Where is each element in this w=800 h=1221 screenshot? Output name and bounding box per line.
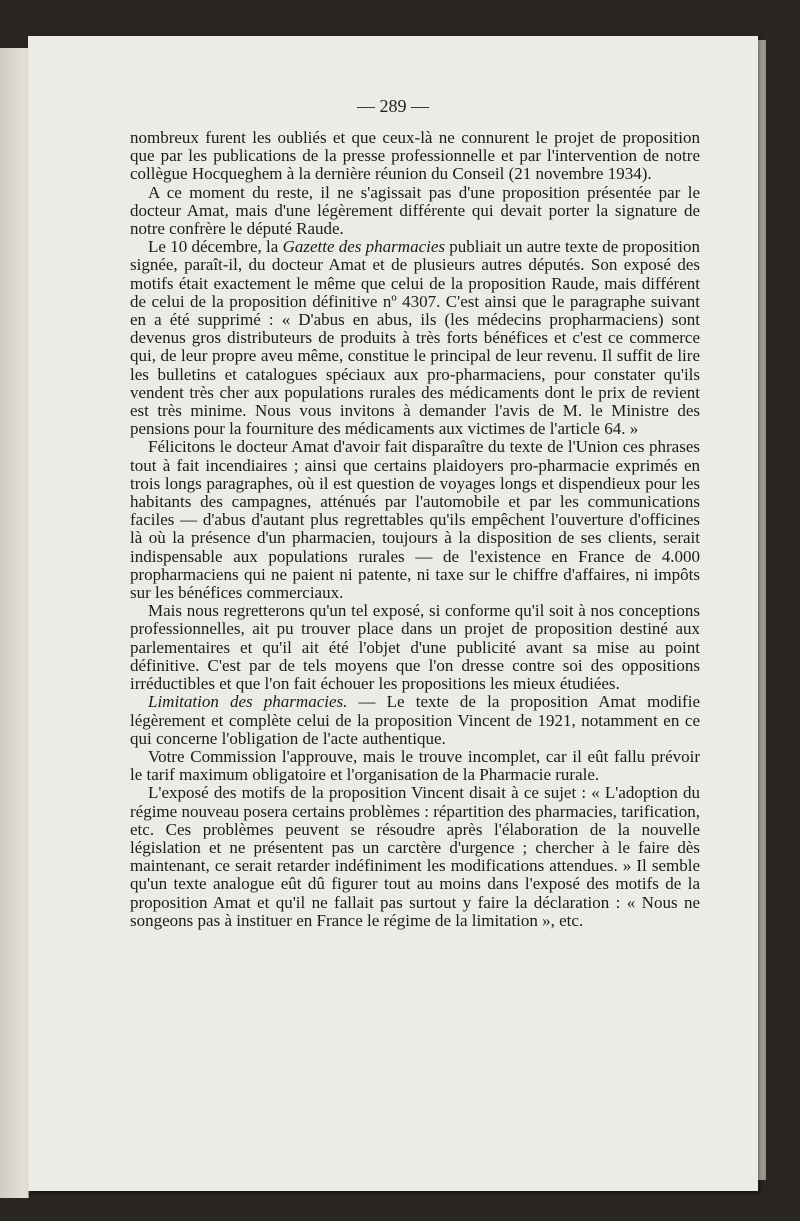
paragraph-text: — Le texte de la proposition Amat modifie légèrement et complète celui de la proposition Vincent de 1921, notamment en ce qui concerne l'obligation de l'acte authentique. <box>130 692 700 748</box>
paragraph: Votre Commission l'approuve, mais le trouve incomplet, car il eût fallu prévoir le tarif maximum obligatoire et l'organisation de la Pharmacie rurale. <box>130 746 700 785</box>
paragraph <box>130 238 700 438</box>
paragraph: nombreux furent les oubliés et que ceux-là ne connurent le projet de proposition que par les publications de la presse professionnelle et par l'intervention de notre collègue Hocqueghem à la dernière réunion du Conseil (21 novembre 1934). <box>130 128 700 184</box>
body-text <box>130 129 700 930</box>
page-number: — 289 — <box>357 96 429 116</box>
paragraph-text: publiait un autre texte de proposition signée, paraît-il, du docteur Amat et de plusieurs autres députés. Son exposé des motifs était exactement le même que celui de la proposition Raude, mais différent de celui de la proposition définitive nº 4307. C'est ainsi que le paragraphe suivant en a été supprimé : « D'abus en abus, ils (les médecins propharmaciens) sont devenus gros distributeurs de produits à très forts bénéfices et c'est ce commerce qui, de leur propre aveu même, constitue le principal de leur revenu. Il suffit de lire les bulletins et catalogues spéciaux aux pro-pharmaciens, pour constater qu'ils vendent très cher aux populations rurales des médicaments dont le prix de revient est très minime. Nous vous invitons à demander l'avis de M. le Ministre des pensions pour la fourniture des médicaments aux victimes de l'article 64. » <box>130 237 700 439</box>
document-page <box>28 36 758 1191</box>
paragraph: L'exposé des motifs de la proposition Vincent disait à ce sujet : « L'adoption du régime nouveau posera certains problèmes : répartition des pharmacies, tarification, etc. Ces problèmes peuvent se résoudre après l'élaboration de la nouvelle législation et ne présentent pas un carctère d'urgence ; chercher à le faire dès maintenant, ce serait retarder indéfiniment les modifications attendues. » Il semble qu'un texte analogue eût dû figurer tout au moins dans l'exposé des motifs de la proposition Amat et qu'il ne fallait pas surtout y faire la déclaration : « Nous ne songeons pas à instituer en France le régime de la limitation », etc. <box>130 783 700 930</box>
paragraph-text: Le 10 décembre, la <box>148 237 283 257</box>
paragraph <box>130 693 700 748</box>
facing-page-edge <box>0 48 29 1198</box>
page-edge-shadow <box>758 40 766 1180</box>
paragraph: Félicitons le docteur Amat d'avoir fait disparaître du texte de l'Union ces phrases tout à fait incendiaires ; ainsi que certains plaidoyers pro-pharmacie exprimés en trois longs paragraphes, où il est question de voyages longs et dispendieux pour les habitants des campagnes, atténués par l'automobile et par les communications faciles — d'abus d'autant plus regrettables qu'ils empêchent l'ouverture d'officines là où la présence d'un pharmacien, toujours à la disposition de ses clients, serait indispensable aux populations rurales — de l'existence en France de 4.000 propharmaciens qui ne paient ni patente, ni taxe sur le chiffre d'affaires, ni impôts sur les bénéfices commerciaux. <box>130 437 700 603</box>
journal-title: Gazette des pharmacies <box>282 237 445 257</box>
section-heading: Limitation des pharmacies. <box>148 692 348 712</box>
paragraph: Mais nous regretterons qu'un tel exposé, si conforme qu'il soit à nos conceptions professionnelles, ait pu trouver place dans un projet de proposition destiné aux parlementaires et qu'il ait été l'objet d'une publicité avant sa mise au point définitive. C'est par de tels moyens que l'on dresse contre soi des oppositions irréductibles et que l'on fait échouer les propositions les mieux étudiées. <box>130 601 700 694</box>
paragraph: A ce moment du reste, il ne s'agissait pas d'une proposition présentée par le docteur Amat, mais d'une légèrement différente qui devait porter la signature de notre confrère le député Raude. <box>130 182 700 239</box>
